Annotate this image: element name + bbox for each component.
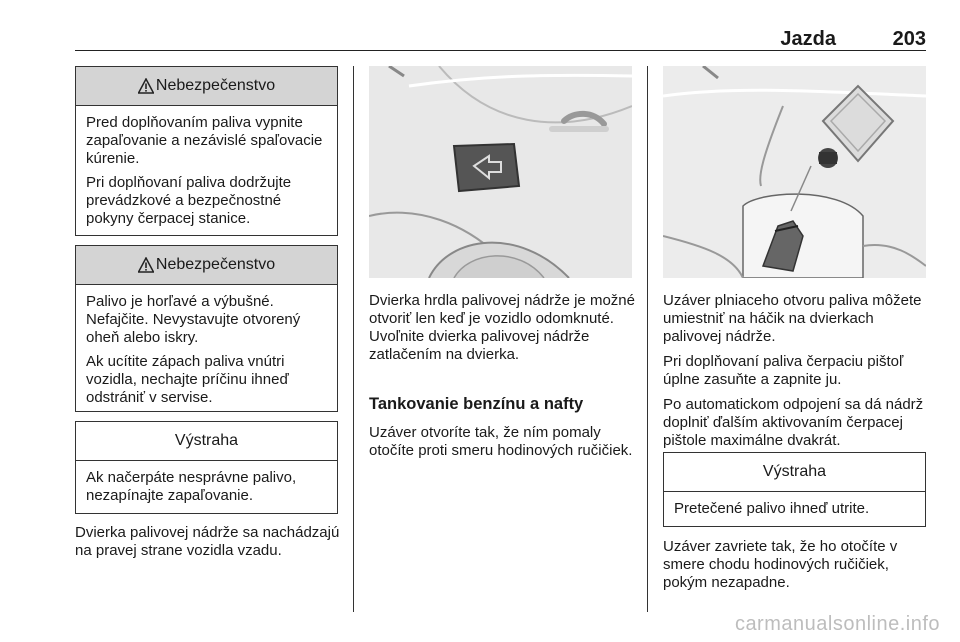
column-divider-1	[353, 66, 354, 612]
body-text: Uzáver plniaceho otvoru paliva môžete umiestniť na háčik na dvierkach palivovej nádrže.	[663, 292, 922, 345]
caution-box-2	[663, 452, 926, 527]
danger-box-text: Ak ucítite zápach paliva vnútri vozidla, nechajte príčinu ihneď odstrániť v servise.	[86, 353, 289, 406]
danger-box-title: Nebezpečenstvo	[155, 77, 276, 94]
caution-box-text: Pretečené palivo ihneď utrite.	[674, 500, 870, 517]
body-text: Po automatickom odpojení sa dá nádrž doplniť ďalším aktivovaním čerpacej pištole maximálne dvakrát.	[663, 396, 924, 449]
col3-paragraphs	[663, 292, 928, 457]
col2-paragraph-2	[369, 424, 639, 467]
caution-box-text: Ak načerpáte nesprávne palivo, nezapínajte zapaľovanie.	[86, 469, 297, 504]
caution-box-title: Výstraha	[174, 432, 239, 449]
body-text: Dvierka hrdla palivovej nádrže je možné otvoriť len keď je vozidlo odomknuté. Uvoľnite dvierka palivovej nádrže zatlačením na dvierka.	[369, 292, 635, 363]
page-number: 203	[892, 28, 926, 50]
caution-box	[75, 421, 338, 514]
col1-paragraph	[75, 524, 343, 567]
caution-box-header	[664, 453, 925, 492]
warning-triangle-icon	[138, 257, 154, 273]
fuel-cap-illustration	[663, 66, 926, 278]
body-text: Pri doplňovaní paliva čerpaciu pištoľ úplne zasuňte a zapnite ju.	[663, 353, 904, 388]
danger-box-2	[75, 245, 338, 412]
danger-box-text: Palivo je horľavé a výbušné. Nefajčite. Nevystavujte otvorený oheň alebo iskry.	[86, 293, 301, 346]
column-divider-2	[647, 66, 648, 612]
body-text: Uzáver otvoríte tak, že ním pomaly otočíte proti smeru hodinových ručičiek.	[369, 424, 633, 459]
page-header	[75, 26, 926, 51]
watermark: carmanualsonline.info	[734, 613, 940, 635]
section-title: Jazda	[780, 28, 836, 50]
fuel-door-illustration	[369, 66, 632, 278]
car-body-drawing	[369, 66, 632, 278]
caution-box-header	[76, 422, 337, 461]
danger-box-header	[76, 67, 337, 106]
caution-box-title: Výstraha	[762, 463, 827, 480]
warning-triangle-icon	[138, 78, 154, 94]
col2-paragraph-1	[369, 292, 639, 371]
danger-box-text: Pred doplňovaním paliva vypnite zapaľovanie a nezávislé spaľovacie kúrenie.	[86, 114, 323, 167]
col3-paragraph-4	[663, 538, 928, 599]
danger-box-1	[75, 66, 338, 236]
danger-box-header	[76, 246, 337, 285]
fuel-cap-drawing	[663, 66, 926, 278]
section-heading: Tankovanie benzínu a nafty	[369, 395, 584, 413]
body-text: Uzáver zavriete tak, že ho otočíte v smere chodu hodinových ručičiek, pokým nezapadne.	[663, 538, 898, 591]
body-text: Dvierka palivovej nádrže sa nachádzajú na pravej strane vozidla vzadu.	[75, 524, 340, 559]
danger-box-text: Pri doplňovaní paliva dodržujte prevádzkové a bezpečnostné pokyny čerpacej stanice.	[86, 174, 292, 227]
danger-box-title: Nebezpečenstvo	[155, 256, 276, 273]
